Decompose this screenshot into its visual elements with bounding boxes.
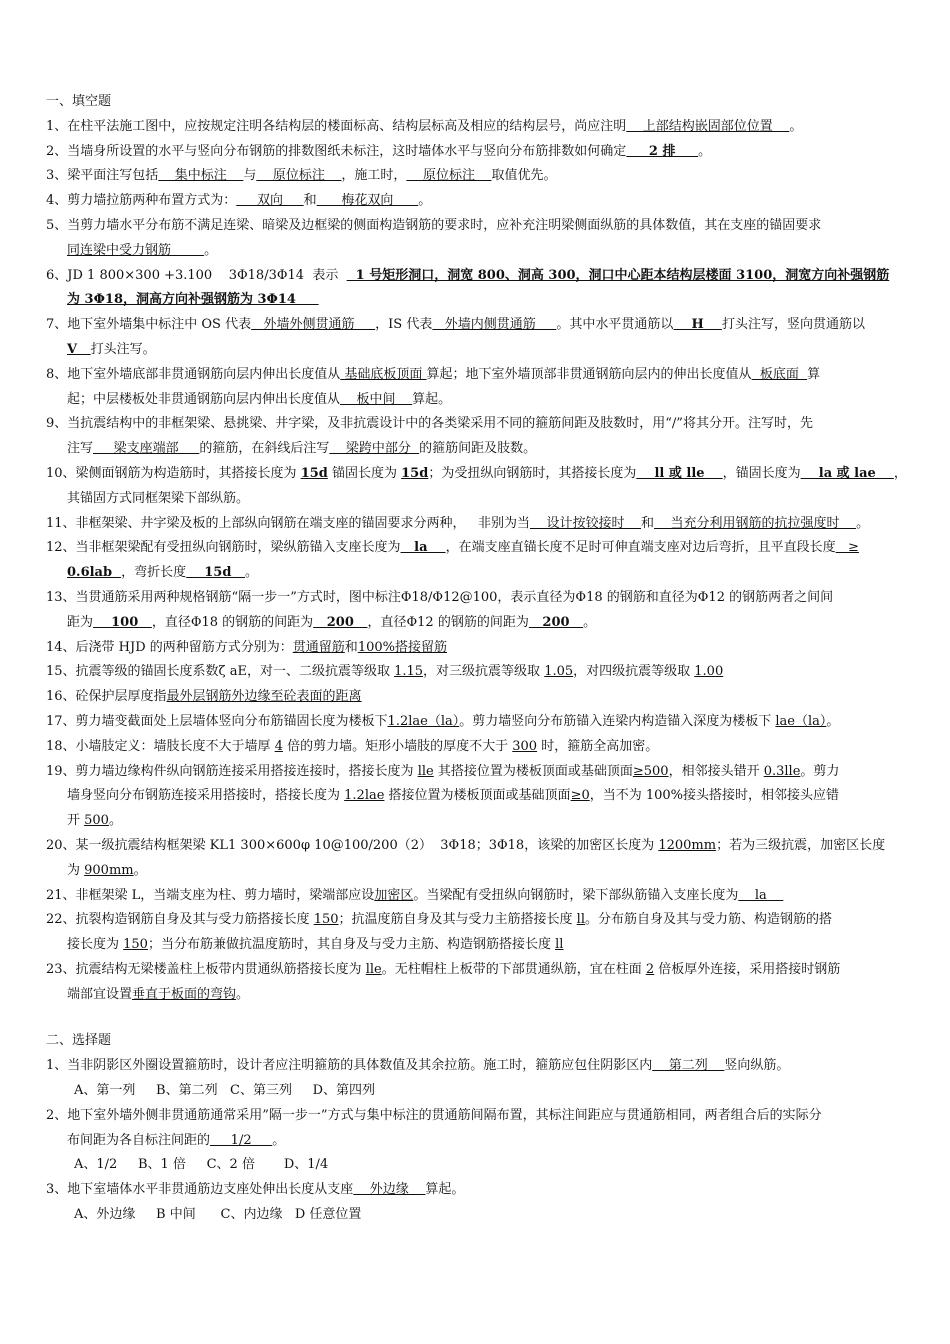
text-line	[46, 586, 910, 611]
text-segment: 和	[344, 639, 358, 655]
answer-blank: 200	[528, 614, 584, 630]
text-segment: 6、JD 1 800×300 +3.100 3Φ18/3Φ14 表示	[46, 267, 347, 283]
text-line	[46, 884, 910, 909]
text-segment: ；抗温度筋自身及其与受力主筋搭接长度	[338, 912, 577, 928]
text-segment: 算起；地下室外墙顶部非贯通钢筋向层内的伸出长度值从	[426, 366, 752, 382]
answer-blank: 设计按铰接时	[529, 515, 642, 531]
answer-blank: 1200mm	[658, 837, 717, 853]
answer-blank: 200	[313, 614, 368, 630]
text-line	[46, 983, 910, 1008]
text-segment: ，施工时，	[341, 168, 407, 184]
text-segment: A、第一列 B、第二列 C、第三列 D、第四列	[74, 1083, 376, 1099]
text-line	[46, 561, 910, 586]
answer-blank: ≥	[835, 540, 859, 556]
text-line	[46, 412, 910, 437]
text-segment: 其搭接位置为楼板顶面或基础顶面	[433, 763, 633, 779]
text-segment: 。	[856, 515, 870, 531]
text-segment: ；若为三级抗震，加密区长度	[716, 837, 886, 853]
answer-blank: la	[738, 887, 784, 903]
answer-blank: lle	[417, 763, 434, 779]
text-line	[46, 710, 910, 735]
text-segment: ，直径Φ18 的钢筋的间距为	[151, 614, 314, 630]
answer-blank: 100	[93, 614, 152, 630]
text-segment: 7、地下室外墙集中标注中 OS 代表	[46, 317, 252, 333]
text-segment: 与	[243, 168, 257, 184]
text-segment: 21、非框架梁 L，当端支座为柱、剪力墙时，梁端部应设	[46, 887, 375, 903]
answer-blank: 0.6lab	[67, 565, 122, 581]
text-segment: 其锚固方式同框架梁下部纵筋。	[67, 490, 250, 506]
text-segment: 锚固长度为	[327, 465, 402, 481]
text-segment: 墙身竖向分布钢筋连接采用搭接时，搭接长度为	[67, 788, 345, 804]
text-segment: 。	[133, 862, 147, 878]
text-segment: 时，箍筋全高加密。	[537, 738, 659, 754]
text-line	[46, 636, 910, 661]
text-line	[46, 140, 910, 165]
text-segment: 注写	[67, 441, 94, 457]
text-segment: 端部宜设置	[67, 986, 133, 1002]
answer-blank: 垂直于板面的弯钩	[132, 986, 237, 1002]
text-segment: 11、非框架梁、井字梁及板的上部纵向钢筋在端支座的锚固要求分两种， 非别为当	[46, 515, 530, 531]
answer-blank: 加密区	[374, 887, 414, 903]
answer-blank: 1.05	[544, 664, 574, 680]
section-title-choice: 二、选择题	[46, 1033, 112, 1049]
text-segment: ，对三级抗震等级取	[423, 664, 545, 680]
answer-blank: 贯通留筋	[292, 639, 345, 655]
text-segment: 。	[236, 986, 250, 1002]
text-segment: 3、地下室墙体水平非贯通筋边支座处伸出长度从支座	[46, 1182, 354, 1198]
answer-blank: 500	[84, 813, 109, 829]
text-line	[46, 1054, 910, 1079]
text-segment: ，直径Φ12 的钢筋的间距为	[367, 614, 529, 630]
answer-blank: 1.15	[394, 664, 424, 680]
text-segment: 。剪力	[800, 763, 840, 779]
text-line	[46, 239, 910, 264]
text-line	[46, 1153, 910, 1178]
text-segment: 16、砼保护层厚度指	[46, 689, 167, 705]
text-line	[46, 660, 910, 685]
text-segment: 。	[826, 713, 840, 729]
text-line	[46, 437, 910, 462]
text-segment: 搭接位置为楼板顶面或基础顶面	[384, 788, 571, 804]
text-segment: 。	[204, 242, 218, 258]
answer-blank: 300	[512, 738, 538, 754]
text-segment: 。	[245, 565, 259, 581]
answer-blank: la	[400, 540, 446, 556]
text-segment: 。	[108, 813, 122, 829]
text-line	[46, 388, 910, 413]
answer-blank: 板底面	[751, 366, 808, 382]
text-segment: A、外边缘 B 中间 C、内边缘 D 任意位置	[74, 1207, 362, 1223]
text-line	[46, 264, 910, 289]
text-segment: 1、在柱平法施工图中，应按规定注明各结构层的楼面标高、结构层标高及相应的结构层号，尚应注明	[46, 118, 627, 134]
answer-blank: lae（la）	[775, 713, 827, 729]
answer-blank: 1.2lae（la）	[387, 713, 460, 729]
text-line	[46, 1129, 910, 1154]
text-segment: 。当梁配有受扭纵向钢筋时，梁下部纵筋锚入支座长度为	[413, 887, 739, 903]
answer-blank: 2	[645, 961, 655, 977]
text-segment: 5、当剪力墙水平分布筋不满足连梁、暗梁及边框梁的侧面构造钢筋的要求时，应补充注明梁侧面纵筋的具体数值，其在支座的锚固要求	[46, 217, 822, 233]
text-line	[46, 784, 910, 809]
text-line	[46, 164, 910, 189]
text-line	[46, 363, 910, 388]
answer-blank: ≥0	[570, 788, 590, 804]
answer-blank: 1.00	[694, 664, 724, 680]
answer-blank: 集中标注	[158, 168, 244, 184]
text-segment: ，锚固长度为	[722, 465, 801, 481]
text-line	[46, 908, 910, 933]
answer-blank: 为 3Φ18，洞高方向补强钢筋为 3Φ14	[67, 292, 319, 308]
text-line	[46, 536, 910, 561]
text-segment: 2、当墙身所设置的水平与竖向分布钢筋的排数图纸未标注，这时墙体水平与竖向分布筋排数如何确定	[46, 143, 627, 159]
text-segment: 22、抗裂构造钢筋自身及其与受力筋搭接长度	[46, 912, 314, 928]
answer-blank: 梁跨中部分	[329, 441, 420, 457]
answer-blank: 上部结构嵌固部位位置	[626, 118, 790, 134]
text-segment: 。其中水平贯通筋以	[556, 317, 674, 333]
text-segment: 12、当非框架梁配有受扭纵向钢筋时，梁纵筋锚入支座长度为	[46, 540, 401, 556]
text-segment: 和	[641, 515, 655, 531]
text-segment: 。	[789, 118, 803, 134]
text-segment: 的箍筋，在斜线后注写	[199, 441, 330, 457]
text-segment: ，IS 代表	[375, 317, 433, 333]
text-segment: 布间距为各自标注间距的	[67, 1132, 211, 1148]
text-segment: 接长度为	[67, 937, 124, 953]
text-segment: 开	[67, 813, 85, 829]
text-segment: ，对四级抗震等级取	[573, 664, 695, 680]
answer-blank: 基础底板顶面	[340, 366, 427, 382]
answer-blank: 外边缘	[353, 1182, 426, 1198]
text-line	[46, 1178, 910, 1203]
text-segment: 1、当非阴影区外圈设置箍筋时，设计者应注明箍筋的具体数值及其余拉筋。施工时，箍筋应包住阴影区内	[46, 1058, 653, 1074]
answer-blank: 当充分利用钢筋的抗拉强度时	[654, 515, 857, 531]
text-line	[46, 611, 910, 636]
text-segment: 距为	[67, 614, 94, 630]
fill-in-questions	[46, 115, 910, 1008]
text-segment: 。	[583, 614, 597, 630]
text-segment: 和	[303, 193, 317, 209]
answer-blank: 4	[274, 738, 283, 754]
text-segment: 。剪力墙竖向分布筋锚入连梁内构造锚入深度为楼板下	[459, 713, 776, 729]
answer-blank: 1/2	[210, 1132, 273, 1148]
text-segment: ，在端支座直锚长度不足时可伸直端支座对边后弯折，且平直段长度	[445, 540, 836, 556]
text-segment: 。无柱帽柱上板带的下部贯通纵筋，宜在柱面	[381, 961, 646, 977]
answer-blank: 第二列	[652, 1058, 725, 1074]
answer-blank: 原位标注	[406, 168, 492, 184]
text-segment: 13、当贯通筋采用两种规格钢筋“隔一步一”方式时，图中标注Φ18/Φ12@100，表示直径为Φ18 的钢筋和直径为Φ12 的钢筋两者之间间	[46, 589, 834, 605]
text-segment: 。	[698, 143, 712, 159]
text-line	[46, 685, 910, 710]
text-segment: 竖向纵筋。	[724, 1058, 790, 1074]
answer-blank: 0.3lle	[763, 763, 801, 779]
answer-blank: 15d	[401, 465, 429, 481]
text-line	[46, 1104, 910, 1129]
section-gap	[46, 1007, 910, 1029]
answer-blank: 最外层钢筋外边缘至砼表面的距离	[166, 689, 362, 705]
answer-blank: la 或 lae	[800, 465, 894, 481]
text-segment: 算起。	[425, 1182, 465, 1198]
text-segment: 3、梁平面注写包括	[46, 168, 159, 184]
text-line	[46, 462, 910, 487]
answer-blank: 双向	[236, 193, 304, 209]
answer-blank: ll	[555, 937, 564, 953]
text-segment: 17、剪力墙变截面处上层墙体竖向分布筋锚固长度为楼板下	[46, 713, 388, 729]
text-line	[46, 809, 910, 834]
answer-blank: 梅花双向	[316, 193, 419, 209]
text-segment: 4、剪力墙拉筋两种布置方式为：	[46, 193, 237, 209]
answer-blank: 15d	[300, 465, 328, 481]
text-line	[46, 1203, 910, 1228]
text-segment: 打头注写，竖向贯通筋以	[721, 317, 865, 333]
text-line	[46, 834, 910, 859]
text-line	[46, 214, 910, 239]
answer-blank: V	[67, 341, 91, 357]
answer-blank: lle	[365, 961, 382, 977]
text-line	[46, 958, 910, 983]
section-title-fill: 一、填空题	[46, 94, 112, 109]
text-segment: A、1/2 B、1 倍 C、2 倍 D、1/4	[74, 1157, 329, 1173]
answer-blank: 15d	[186, 565, 246, 581]
answer-blank: 2 排	[626, 143, 699, 159]
answer-blank: 原位标注	[256, 168, 342, 184]
answer-blank: ≥500	[632, 763, 669, 779]
answer-blank: ll	[576, 912, 585, 928]
text-line	[46, 338, 910, 363]
answer-blank: 150	[313, 912, 339, 928]
text-line	[46, 512, 910, 537]
text-segment: 18、小墙肢定义：墙肢长度不大于墙厚	[46, 738, 275, 754]
answer-blank: 150	[123, 937, 148, 953]
answer-blank: ll 或 lle	[636, 465, 723, 481]
answer-blank: 外墙内侧贯通筋	[432, 317, 557, 333]
text-segment: 的箍筋间距及肢数。	[419, 441, 537, 457]
text-segment: 20、某一级抗震结构框架梁 KL1 300×600φ 10@100/200（2） 3Φ18；3Φ18，该梁的加密区长度为	[46, 837, 659, 853]
text-segment: 起；中层楼板处非贯通钢筋向层内伸出长度值从	[67, 391, 341, 407]
text-line	[46, 1079, 910, 1104]
text-line	[46, 735, 910, 760]
text-segment: ；为受扭纵向钢筋时，其搭接长度为	[428, 465, 637, 481]
text-segment: 打头注写。	[90, 341, 156, 357]
text-line	[46, 313, 910, 338]
answer-blank: 900mm	[84, 862, 134, 878]
answer-blank: H	[673, 317, 722, 333]
answer-blank: 外墙外侧贯通筋	[251, 317, 376, 333]
answer-blank: 同连梁中受力钢筋	[67, 242, 205, 258]
text-line	[46, 189, 910, 214]
answer-blank: 1 号矩形洞口，洞宽 800、洞高 300，洞口中心距本结构层楼面 3100，洞宽方向补强钢筋	[346, 267, 890, 283]
text-segment: 14、后浇带 HJD 的两种留筋方式分别为：	[46, 639, 293, 655]
text-segment: 10、梁侧面钢筋为构造筋时，其搭接长度为	[46, 465, 301, 481]
text-segment: 算起。	[412, 391, 452, 407]
text-segment: ；当分布筋兼做抗温度筋时，其自身及与受力主筋、构造钢筋搭接长度	[147, 937, 556, 953]
text-segment: ，弯折长度	[121, 565, 187, 581]
text-segment: 。	[418, 193, 432, 209]
text-line	[46, 859, 910, 884]
text-segment: 取值优先。	[491, 168, 557, 184]
text-segment: ，	[893, 465, 907, 481]
text-line	[46, 933, 910, 958]
text-segment: 2、地下室外墙外侧非贯通筋通常采用”隔一步一”方式与集中标注的贯通筋间隔布置，其标注间距应与贯通筋相同，两者组合后的实际分	[46, 1107, 822, 1123]
text-line	[46, 288, 910, 313]
text-segment: 8、地下室外墙底部非贯通钢筋向层内伸出长度值从	[46, 366, 341, 382]
text-segment: 23、抗震结构无梁楼盖柱上板带内贯通纵筋搭接长度为	[46, 961, 366, 977]
choice-questions	[46, 1054, 910, 1228]
text-segment: 。分布筋自身及其与受力筋、构造钢筋的搭	[584, 912, 832, 928]
answer-blank: 100%搭接留筋	[357, 639, 447, 655]
answer-blank: 梁支座端部	[93, 441, 200, 457]
text-segment: 15、抗震等级的锚固长度系数ζ aE，对一、二级抗震等级取	[46, 664, 395, 680]
answer-blank: 1.2lae	[344, 788, 385, 804]
text-line	[46, 115, 910, 140]
text-line	[46, 760, 910, 785]
text-segment: ，相邻接头错开	[668, 763, 764, 779]
text-segment: 9、当抗震结构中的非框架梁、悬挑梁、井字梁，及非抗震设计中的各类梁采用不同的箍筋间距及肢数时，用“/”将其分开。注写时，先	[46, 416, 813, 432]
text-segment: 倍的剪力墙。矩形小墙肢的厚度不大于	[282, 738, 513, 754]
answer-blank: 板中间	[340, 391, 413, 407]
text-segment: 为	[67, 862, 85, 878]
text-line	[46, 487, 910, 512]
text-segment: ，当不为 100%接头搭接时，相邻接头应错	[589, 788, 840, 804]
text-segment: 倍板厚外连接，采用搭接时钢筋	[654, 961, 841, 977]
text-segment: 算	[807, 366, 821, 382]
text-segment: 19、剪力墙边缘构件纵向钢筋连接采用搭接连接时，搭接长度为	[46, 763, 418, 779]
text-segment: 。	[272, 1132, 286, 1148]
